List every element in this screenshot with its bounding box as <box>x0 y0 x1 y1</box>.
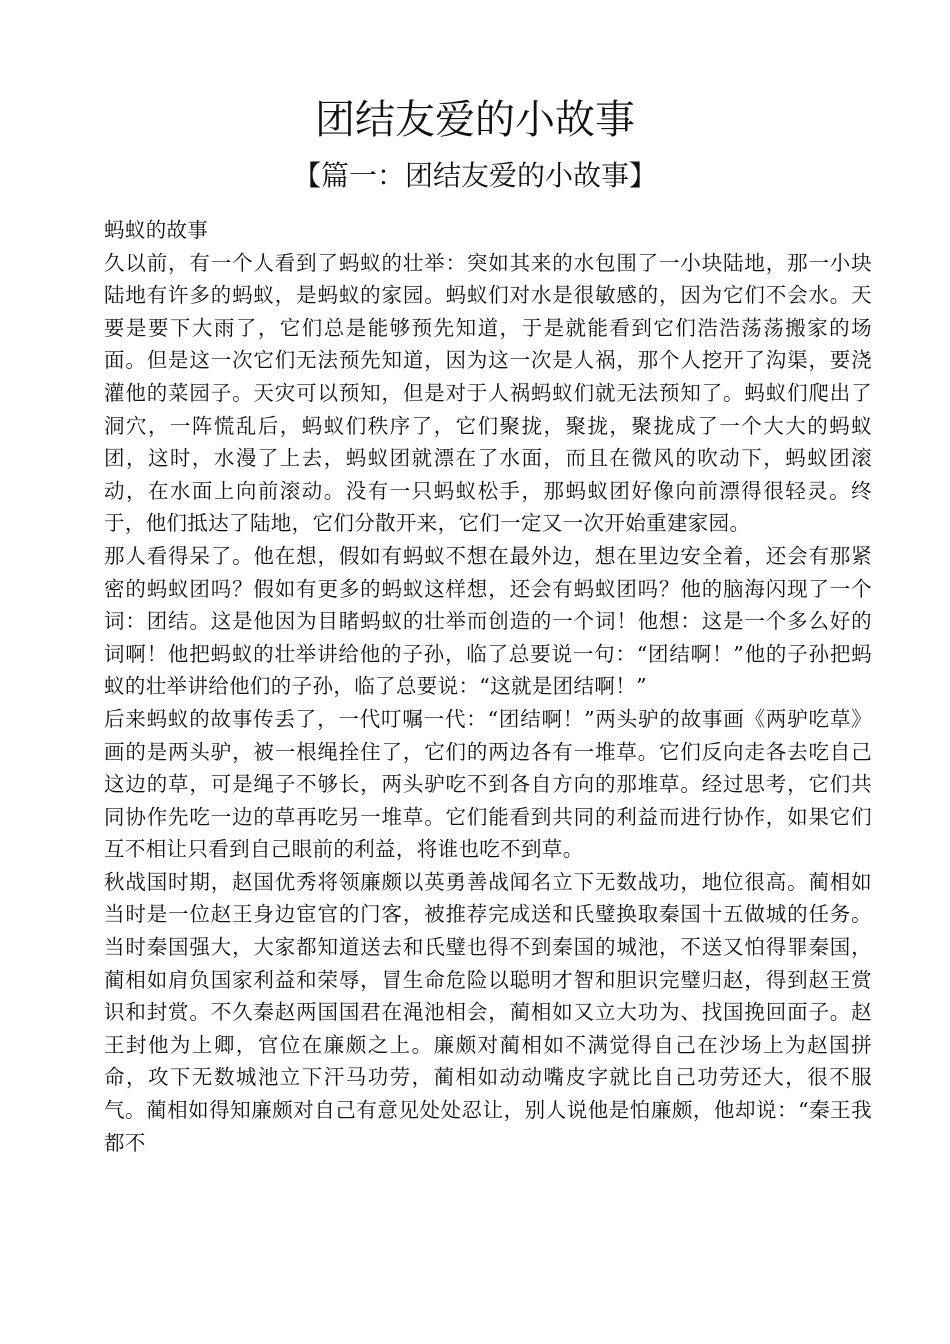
section-heading: 蚂蚁的故事 <box>104 218 209 242</box>
document-body <box>104 214 872 1159</box>
paragraph-3: 后来蚂蚁的故事传丢了，一代叮嘱一代：“团结啊！”两头驴的故事画《两驴吃草》画的是两头驴，被一根绳拴住了，它们的两边各有一堆草。它们反向走各去吃自己这边的草，可是绳子不够长，两头驴吃不到各自方向的那堆草。经过思考，它们共同协作先吃一边的草再吃另一堆草。它们能看到共同的利益而进行协作，如果它们互不相让只看到自己眼前的利益，将谁也吃不到草。 <box>104 706 872 862</box>
document-subtitle: 【篇一：团结友爱的小故事】 <box>292 159 657 192</box>
paragraph-2: 那人看得呆了。他在想，假如有蚂蚁不想在最外边，想在里边安全着，还会有那紧密的蚂蚁团吗？假如有更多的蚂蚁这样想，还会有蚂蚁团吗？他的脑海闪现了一个词：团结。这是他因为目睹蚂蚁的壮举而创造的一个词！他想：这是一个多么好的词啊！他把蚂蚁的壮举讲给他的子孙，临了总要说一句：“团结啊！”他的子孙把蚂蚁的壮举讲给他们的子孙，临了总要说：“这就是团结啊！” <box>104 543 872 699</box>
paragraph-1: 久以前，有一个人看到了蚂蚁的壮举：突如其来的水包围了一小块陆地，那一小块陆地有许多的蚂蚁，是蚂蚁的家园。蚂蚁们对水是很敏感的，因为它们不会水。天要是要下大雨了，它们总是能够预先知道，于是就能看到它们浩浩荡荡搬家的场面。但是这一次它们无法预先知道，因为这一次是人祸，那个人挖开了沟渠，要浇灌他的菜园子。天灾可以预知，但是对于人祸蚂蚁们就无法预知了。蚂蚁们爬出了洞穴，一阵慌乱后，蚂蚁们秩序了，它们聚拢，聚拢，聚拢成了一个大大的蚂蚁团，这时，水漫了上去，蚂蚁团就漂在了水面，而且在微风的吹动下，蚂蚁团滚动，在水面上向前滚动。没有一只蚂蚁松手，那蚂蚁团好像向前漂得很轻灵。终于，他们抵达了陆地，它们分散开来，它们一定又一次开始重建家园。 <box>104 250 872 536</box>
paragraph-4: 秋战国时期，赵国优秀将领廉颇以英勇善战闻名立下无数战功，地位很高。蔺相如当时是一位赵王身边宦官的门客，被推荐完成送和氏璧换取秦国十五做城的任务。当时秦国强大，大家都知道送去和氏璧也得不到秦国的城池，不送又怕得罪秦国，蔺相如肩负国家利益和荣辱，冒生命危险以聪明才智和胆识完璧归赵，得到赵王赏识和封赏。不久秦赵两国国君在渑池相会，蔺相如又立大功为、找国挽回面子。赵王封他为上卿，官位在廉颇之上。廉颇对蔺相如不满觉得自己在沙场上为赵国拼命，攻下无数城池立下汗马功劳，蔺相如动动嘴皮字就比自己功劳还大，很不服气。蔺相如得知廉颇对自己有意见处处忍让，别人说他是怕廉颇，他却说：“秦王我都不 <box>104 869 872 1155</box>
document-title: 团结友爱的小故事 <box>315 97 635 143</box>
